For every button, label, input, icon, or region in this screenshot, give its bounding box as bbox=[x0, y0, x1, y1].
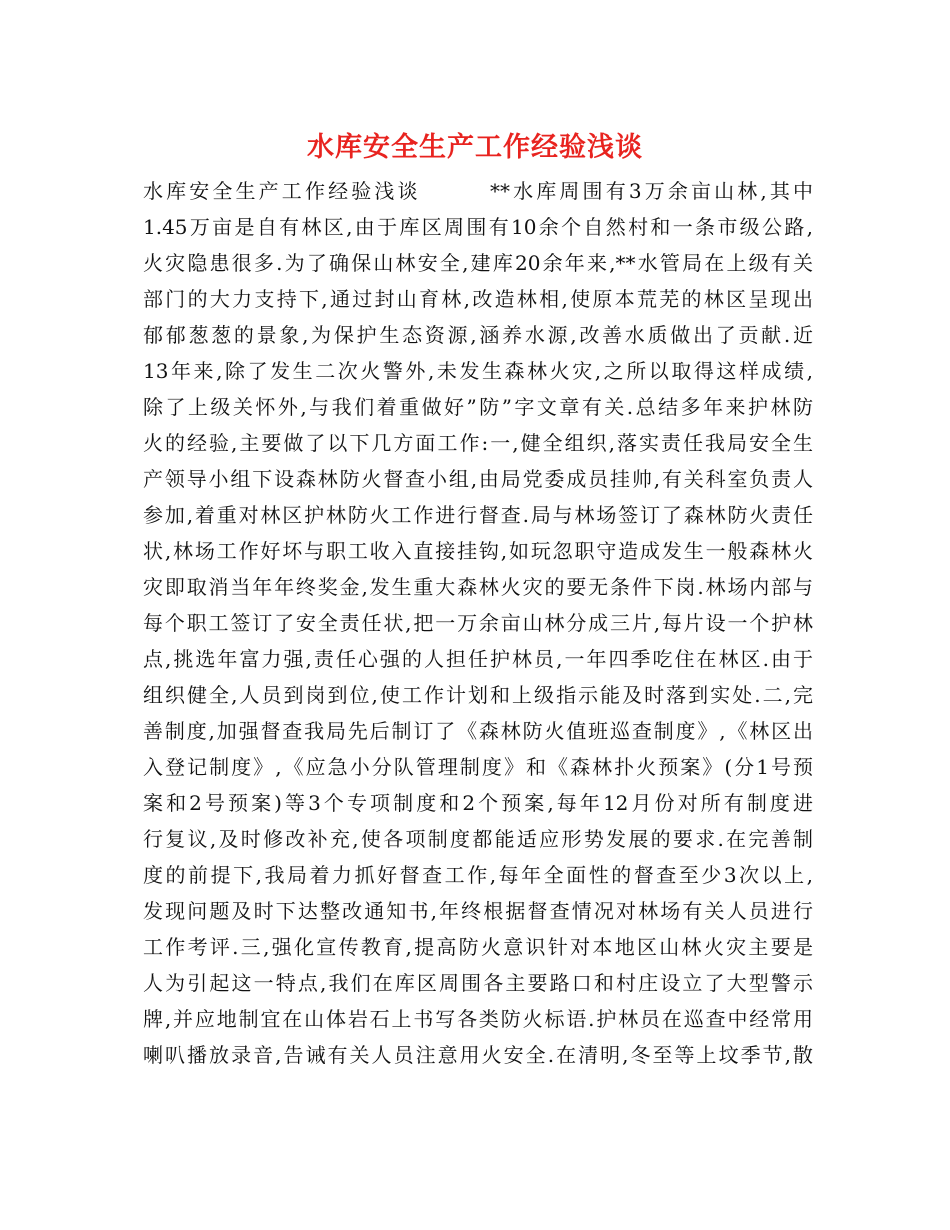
body-line: 度的前提下,我局着力抓好督查工作,每年全面性的督查至少3次以上, bbox=[143, 863, 813, 887]
body-line: 点,挑选年富力强,责任心强的人担任护林员,一年四季吃住在林区.由于 bbox=[143, 647, 813, 671]
body-line: 部门的大力支持下,通过封山育林,改造林相,使原本荒芜的林区呈现出 bbox=[143, 287, 813, 311]
body-line: 水库安全生产工作经验浅谈 **水库周围有3万余亩山林,其中 bbox=[143, 179, 813, 203]
body-line: 每个职工签订了安全责任状,把一万余亩山林分成三片,每片设一个护林 bbox=[143, 611, 813, 635]
body-line: 灾即取消当年年终奖金,发生重大森林火灾的要无条件下岗.林场内部与 bbox=[143, 575, 813, 599]
body-line: 喇叭播放录音,告诫有关人员注意用火安全.在清明,冬至等上坟季节,散 bbox=[143, 1043, 813, 1067]
body-line: 13年来,除了发生二次火警外,未发生森林火灾,之所以取得这样成绩, bbox=[143, 359, 813, 383]
body-line: 产领导小组下设森林防火督查小组,由局党委成员挂帅,有关科室负责人 bbox=[143, 467, 813, 491]
document-body bbox=[143, 173, 813, 1073]
body-line: 善制度,加强督查我局先后制订了《森林防火值班巡查制度》,《林区出 bbox=[143, 719, 813, 743]
body-line: 郁郁葱葱的景象,为保护生态资源,涵养水源,改善水质做出了贡献.近 bbox=[143, 323, 813, 347]
body-line: 1.45万亩是自有林区,由于库区周围有10余个自然村和一条市级公路, bbox=[143, 215, 813, 239]
document-title: 水库安全生产工作经验浅谈 bbox=[307, 132, 643, 163]
body-line: 除了上级关怀外,与我们着重做好”防”字文章有关.总结多年来护林防 bbox=[143, 395, 813, 419]
body-line: 发现问题及时下达整改通知书,年终根据督查情况对林场有关人员进行 bbox=[143, 899, 813, 923]
body-line: 入登记制度》,《应急小分队管理制度》和《森林扑火预案》(分1号预 bbox=[143, 755, 813, 779]
body-line: 行复议,及时修改补充,使各项制度都能适应形势发展的要求.在完善制 bbox=[143, 827, 813, 851]
body-line: 参加,着重对林区护林防火工作进行督查.局与林场签订了森林防火责任 bbox=[143, 503, 813, 527]
body-line: 案和2号预案)等3个专项制度和2个预案,每年12月份对所有制度进 bbox=[143, 791, 813, 815]
body-line: 人为引起这一特点,我们在库区周围各主要路口和村庄设立了大型警示 bbox=[143, 971, 813, 995]
body-line: 火灾隐患很多.为了确保山林安全,建库20余年来,**水管局在上级有关 bbox=[143, 251, 813, 275]
body-line: 工作考评.三,强化宣传教育,提高防火意识针对本地区山林火灾主要是 bbox=[143, 935, 813, 959]
body-line: 牌,并应地制宜在山体岩石上书写各类防火标语.护林员在巡查中经常用 bbox=[143, 1007, 813, 1031]
body-line: 火的经验,主要做了以下几方面工作:一,健全组织,落实责任我局安全生 bbox=[143, 431, 813, 455]
body-line: 组织健全,人员到岗到位,使工作计划和上级指示能及时落到实处.二,完 bbox=[143, 683, 813, 707]
body-line: 状,林场工作好坏与职工收入直接挂钩,如玩忽职守造成发生一般森林火 bbox=[143, 539, 813, 563]
